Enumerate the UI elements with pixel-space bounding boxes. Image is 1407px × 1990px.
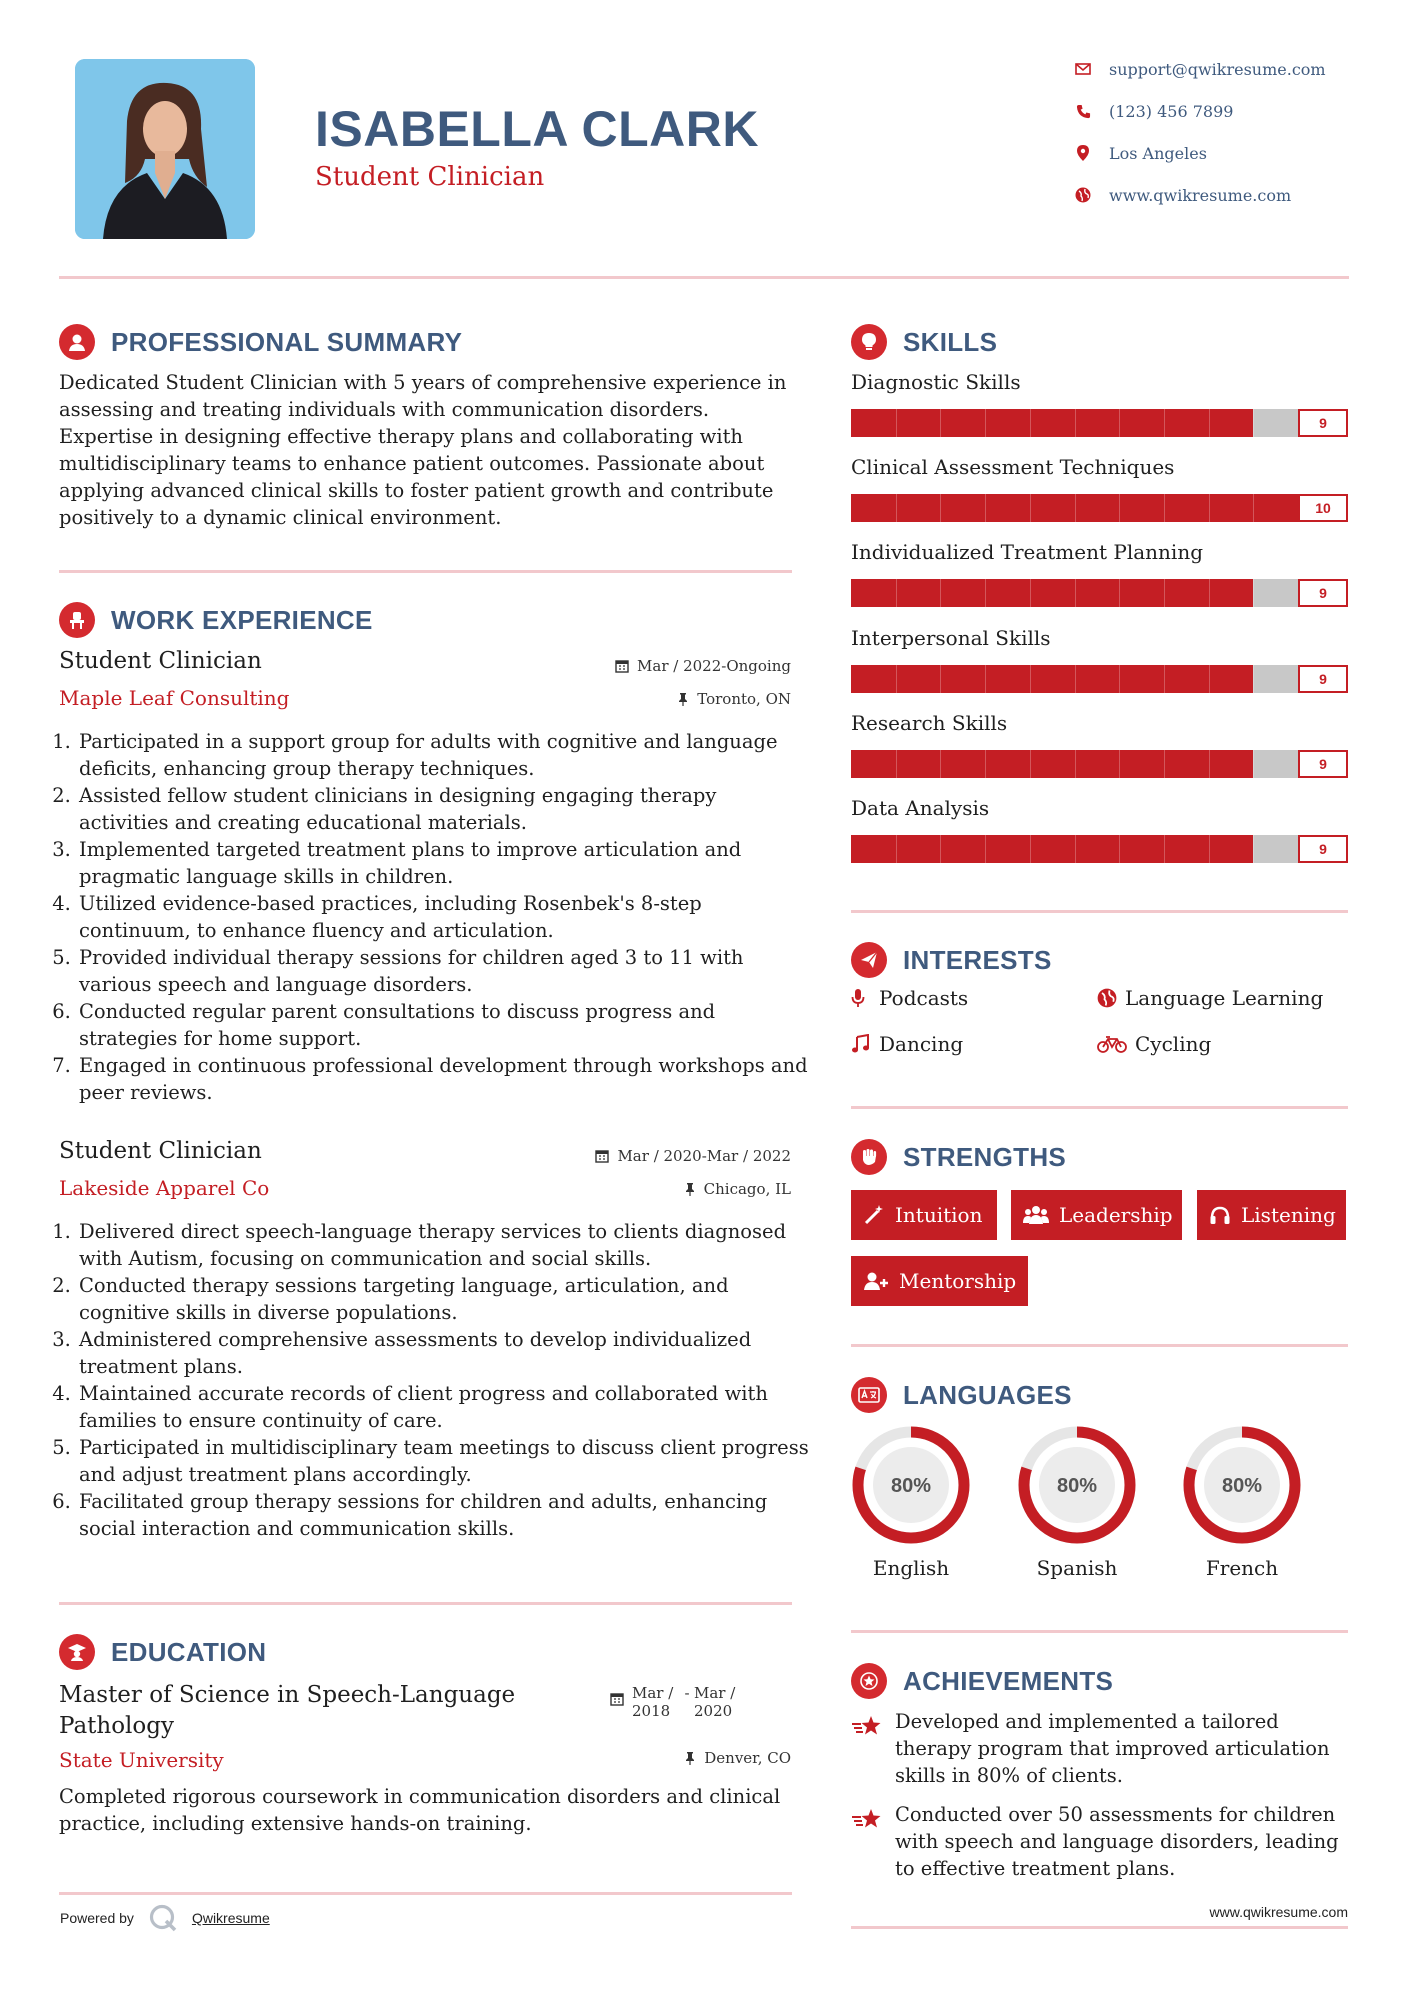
summary-heading xyxy=(59,324,462,360)
phone-icon xyxy=(1074,102,1092,120)
skill-bar-segment xyxy=(1075,665,1076,693)
job-1-dates xyxy=(615,657,791,675)
strength-intuition xyxy=(851,1190,997,1240)
skill-score: 10 xyxy=(1298,494,1348,522)
skill-bar xyxy=(851,750,1348,778)
strength-label: Listening xyxy=(1241,1203,1336,1227)
globe-icon xyxy=(1074,186,1092,204)
email-icon xyxy=(1074,60,1092,78)
skill-bar xyxy=(851,409,1348,437)
job-2-dates-text: Mar / 2020-Mar / 2022 xyxy=(617,1147,791,1165)
job-1-company: Maple Leaf Consulting xyxy=(59,686,290,710)
language-ring xyxy=(850,1424,972,1546)
calendar-icon xyxy=(595,1149,609,1163)
interest-label: Language Learning xyxy=(1125,986,1324,1010)
language-name: French xyxy=(1205,1556,1279,1580)
skill-bar-segment xyxy=(1030,750,1031,778)
education-dates: Mar / 2018 - Mar / 2020 xyxy=(610,1684,742,1720)
interest-cycling xyxy=(1097,1032,1211,1056)
interest-language-learning xyxy=(1097,986,1323,1010)
shooting-star-icon xyxy=(851,1708,895,1789)
education-degree: Master of Science in Speech-Language Pathology xyxy=(59,1682,516,1739)
language-ring xyxy=(1016,1424,1138,1546)
list-item: 4. Utilized evidence-based practices, including Rosenbek's 8-step continuum, to enhance fluency and articulation. xyxy=(77,890,812,944)
user-plus-icon xyxy=(863,1271,889,1291)
list-item: 5. Provided individual therapy sessions for children aged 3 to 11 with various speech and language disorders. xyxy=(77,944,812,998)
list-item: 6. Conducted regular parent consultations to discuss progress and strategies for home support. xyxy=(77,998,812,1052)
skill-label: Research Skills xyxy=(851,711,1008,735)
skill-bar-fill xyxy=(851,750,1253,778)
candidate-name: ISABELLA CLARK xyxy=(315,101,760,157)
skill-bar-segment xyxy=(940,494,941,522)
bicycle-icon xyxy=(1097,1035,1131,1053)
education-location xyxy=(684,1749,791,1767)
user-icon xyxy=(59,324,95,360)
skill-bar xyxy=(851,665,1348,693)
contact-website-text: www.qwikresume.com xyxy=(1109,185,1292,205)
skill-label: Data Analysis xyxy=(851,796,990,820)
interests-divider xyxy=(851,1106,1348,1109)
languages-heading-label: LANGUAGES xyxy=(903,1379,1072,1410)
skill-bar-fill xyxy=(851,409,1253,437)
skill-label: Interpersonal Skills xyxy=(851,626,1051,650)
contact-email[interactable] xyxy=(1074,54,1326,84)
list-item: 4. Maintained accurate records of client progress and collaborated with families to ensure continuity of care. xyxy=(77,1380,812,1434)
calendar-icon xyxy=(610,1684,624,1720)
skill-score: 9 xyxy=(1298,665,1348,693)
qwikresume-link[interactable]: Qwikresume xyxy=(191,1910,270,1926)
skill-label: Individualized Treatment Planning xyxy=(851,540,1204,564)
strength-mentorship xyxy=(851,1256,1028,1306)
job-2-title: Student Clinician xyxy=(59,1138,262,1164)
graduate-icon xyxy=(59,1634,95,1670)
skill-bar-segment xyxy=(1164,494,1165,522)
skill-bar-segment xyxy=(1075,835,1076,863)
skill-bar-segment xyxy=(940,409,941,437)
contact-location-text: Los Angeles xyxy=(1109,143,1207,163)
skill-bar-segment xyxy=(896,579,897,607)
magic-wand-icon xyxy=(863,1204,885,1226)
calendar-icon xyxy=(615,659,629,673)
skill-bar-segment xyxy=(1119,835,1120,863)
summary-divider xyxy=(59,570,792,573)
summary-heading-label: PROFESSIONAL SUMMARY xyxy=(111,326,463,357)
skill-bar-segment xyxy=(1209,494,1210,522)
education-divider xyxy=(59,1892,792,1895)
skill-bar-segment xyxy=(1253,750,1254,778)
list-item: 7. Engaged in continuous professional development through workshops and peer reviews. xyxy=(77,1052,812,1106)
achievement-text: Conducted over 50 assessments for children with speech and language disorders, leading to effective treatment plans. xyxy=(895,1803,1339,1880)
skill-score: 9 xyxy=(1298,750,1348,778)
skill-bar-segment xyxy=(1253,409,1254,437)
achievement-item xyxy=(851,1801,1351,1882)
skill-bar-segment xyxy=(1075,494,1076,522)
skill-bar-segment xyxy=(896,750,897,778)
skill-bar-segment xyxy=(1209,409,1210,437)
profile-photo xyxy=(75,59,255,239)
candidate-title: Student Clinician xyxy=(315,162,545,192)
chair-icon xyxy=(59,602,95,638)
skills-divider xyxy=(851,910,1348,913)
skill-bar-segment xyxy=(1164,750,1165,778)
skill-bar-segment xyxy=(940,835,941,863)
qwikresume-logo-icon xyxy=(148,1903,178,1933)
job-2-location-text: Chicago, IL xyxy=(703,1180,791,1198)
skill-score: 9 xyxy=(1298,835,1348,863)
education-heading-label: EDUCATION xyxy=(111,1636,267,1667)
skill-bar-segment xyxy=(940,665,941,693)
languages-heading xyxy=(851,1377,1072,1413)
contact-website[interactable] xyxy=(1074,180,1291,210)
skill-bar-segment xyxy=(1164,665,1165,693)
header-divider xyxy=(59,276,1349,279)
skill-bar-segment xyxy=(1075,409,1076,437)
experience-heading xyxy=(59,602,373,638)
skill-bar-fill xyxy=(851,665,1253,693)
list-item: 2. Assisted fellow student clinicians in designing engaging therapy activities and creating educational materials. xyxy=(77,782,812,836)
language-percent-label: 80% xyxy=(890,1475,932,1497)
interest-dancing xyxy=(851,1032,963,1056)
list-item: 6. Facilitated group therapy sessions for children and adults, enhancing social interaction and communication skills. xyxy=(77,1488,812,1542)
languages-divider xyxy=(851,1630,1348,1633)
skill-bar-fill xyxy=(851,494,1348,522)
achievements-heading-label: ACHIEVEMENTS xyxy=(903,1665,1114,1696)
skill-bar-segment xyxy=(1030,665,1031,693)
contact-phone-text: (123) 456 7899 xyxy=(1109,101,1234,121)
skill-bar-segment xyxy=(1119,579,1120,607)
education-school: State University xyxy=(59,1748,224,1772)
list-item: 1. Delivered direct speech-language therapy services to clients diagnosed with Autism, focusing on communication and social skills. xyxy=(77,1218,812,1272)
strength-listening xyxy=(1197,1190,1346,1240)
list-item: 5. Participated in multidisciplinary team meetings to discuss client progress and adjust treatment plans accordingly. xyxy=(77,1434,812,1488)
skill-bar-segment xyxy=(1075,750,1076,778)
skill-bar-segment xyxy=(985,835,986,863)
strength-label: Leadership xyxy=(1059,1203,1173,1227)
skill-bar-segment xyxy=(1253,835,1254,863)
job-2-company: Lakeside Apparel Co xyxy=(59,1176,270,1200)
skill-bar-segment xyxy=(985,409,986,437)
skill-bar-fill xyxy=(851,835,1253,863)
skill-bar-segment xyxy=(1119,665,1120,693)
globe-icon xyxy=(1097,988,1121,1008)
language-percent-label: 80% xyxy=(1056,1475,1098,1497)
contact-location xyxy=(1074,138,1207,168)
skill-bar-segment xyxy=(1030,409,1031,437)
interests-heading-label: INTERESTS xyxy=(903,944,1052,975)
powered-by xyxy=(60,1903,270,1933)
job-1-location-text: Toronto, ON xyxy=(697,690,791,708)
experience-heading-label: WORK EXPERIENCE xyxy=(111,604,373,635)
strengths-heading-label: STRENGTHS xyxy=(903,1141,1067,1172)
skill-bar-segment xyxy=(896,835,897,863)
interest-label: Podcasts xyxy=(879,986,969,1010)
achievement-item xyxy=(851,1708,1351,1789)
language-name: English xyxy=(872,1556,950,1580)
skill-bar-segment xyxy=(1209,579,1210,607)
education-description: Completed rigorous coursework in communication disorders and clinical practice, including extensive hands-on training. xyxy=(59,1785,781,1835)
star-badge-icon xyxy=(851,1663,887,1699)
skill-bar-segment xyxy=(1164,835,1165,863)
users-icon xyxy=(1023,1205,1049,1225)
achievement-text: Developed and implemented a tailored therapy program that improved articulation skills in 80% of clients. xyxy=(895,1710,1330,1787)
shooting-star-icon xyxy=(851,1801,895,1882)
footer-website[interactable]: www.qwikresume.com xyxy=(1209,1904,1348,1920)
skill-bar-segment xyxy=(1119,494,1120,522)
skills-heading-label: SKILLS xyxy=(903,326,998,357)
skill-score: 9 xyxy=(1298,579,1348,607)
education-start: Mar / 2018 xyxy=(632,1684,674,1720)
paper-plane-icon xyxy=(851,942,887,978)
skill-bar-segment xyxy=(1253,579,1254,607)
skill-bar-segment xyxy=(896,665,897,693)
experience-divider xyxy=(59,1602,792,1605)
skill-bar-segment xyxy=(1253,494,1254,522)
job-2-bullets xyxy=(59,1218,812,1542)
skill-bar-segment xyxy=(1119,750,1120,778)
pushpin-icon xyxy=(684,1182,696,1196)
skill-bar xyxy=(851,835,1348,863)
education-end: Mar / 2020 xyxy=(694,1684,736,1720)
skill-bar-segment xyxy=(940,579,941,607)
job-1-location xyxy=(677,690,791,708)
strengths-heading xyxy=(851,1139,1066,1175)
lightbulb-icon xyxy=(851,324,887,360)
skill-bar xyxy=(851,494,1348,522)
language-percent-label: 80% xyxy=(1221,1475,1263,1497)
skill-bar-segment xyxy=(1164,579,1165,607)
skill-bar-segment xyxy=(985,494,986,522)
skill-label: Diagnostic Skills xyxy=(851,370,1021,394)
language-name: Spanish xyxy=(1036,1556,1118,1580)
list-item: 3. Implemented targeted treatment plans to improve articulation and pragmatic language skills in children. xyxy=(77,836,812,890)
summary-text: Dedicated Student Clinician with 5 years of comprehensive experience in assessing and treating individuals with communication disorders. Expertise in designing effective therapy plans and collaborating with multidisciplinary teams to enhance patient outcomes. Passionate about applying advanced clinical skills to foster patient growth and contribute positively to a dynamic clinical environment. xyxy=(59,371,787,529)
skill-bar-segment xyxy=(940,750,941,778)
list-item: 2. Conducted therapy sessions targeting language, articulation, and cognitive skills in diverse populations. xyxy=(77,1272,812,1326)
skill-bar xyxy=(851,579,1348,607)
skills-heading xyxy=(851,324,997,360)
strength-leadership xyxy=(1011,1190,1182,1240)
list-item: 3. Administered comprehensive assessments to develop individualized treatment plans. xyxy=(77,1326,812,1380)
skill-bar-segment xyxy=(1030,579,1031,607)
job-1-dates-text: Mar / 2022-Ongoing xyxy=(637,657,791,675)
skill-bar-segment xyxy=(1209,835,1210,863)
skill-bar-segment xyxy=(1030,835,1031,863)
contact-phone[interactable] xyxy=(1074,96,1233,126)
skill-bar-segment xyxy=(985,665,986,693)
microphone-icon xyxy=(851,988,875,1008)
translate-icon xyxy=(851,1377,887,1413)
achievements-divider xyxy=(851,1926,1348,1929)
skill-bar-fill xyxy=(851,579,1253,607)
job-2-dates xyxy=(595,1147,791,1165)
skill-score: 9 xyxy=(1298,409,1348,437)
language-ring xyxy=(1181,1424,1303,1546)
headphones-icon xyxy=(1209,1205,1231,1225)
skill-bar-segment xyxy=(1253,665,1254,693)
achievements-heading xyxy=(851,1663,1113,1699)
strength-label: Mentorship xyxy=(899,1269,1017,1293)
skill-bar-segment xyxy=(1030,494,1031,522)
skill-bar-segment xyxy=(1209,665,1210,693)
strengths-divider xyxy=(851,1344,1348,1347)
skill-bar-segment xyxy=(1209,750,1210,778)
interest-label: Cycling xyxy=(1135,1032,1212,1056)
education-location-text: Denver, CO xyxy=(704,1749,791,1767)
pushpin-icon xyxy=(677,692,689,706)
location-pin-icon xyxy=(1074,144,1092,162)
pushpin-icon xyxy=(684,1751,696,1765)
interest-podcasts xyxy=(851,986,968,1010)
interests-heading xyxy=(851,942,1052,978)
skill-bar-segment xyxy=(985,579,986,607)
skill-bar-segment xyxy=(1075,579,1076,607)
music-note-icon xyxy=(851,1034,875,1054)
skill-bar-segment xyxy=(985,750,986,778)
fist-icon xyxy=(851,1139,887,1175)
powered-by-label: Powered by xyxy=(60,1910,134,1926)
interest-label: Dancing xyxy=(879,1032,964,1056)
skill-bar-segment xyxy=(896,409,897,437)
skill-label: Clinical Assessment Techniques xyxy=(851,455,1175,479)
education-heading xyxy=(59,1634,266,1670)
job-1-title: Student Clinician xyxy=(59,648,262,674)
list-item: 1. Participated in a support group for adults with cognitive and language deficits, enhancing group therapy techniques. xyxy=(77,728,812,782)
skill-bar-segment xyxy=(1164,409,1165,437)
skill-bar-segment xyxy=(1119,409,1120,437)
skill-bar-segment xyxy=(896,494,897,522)
contact-email-text: support@qwikresume.com xyxy=(1109,59,1326,79)
job-1-bullets xyxy=(59,728,812,1106)
job-2-location xyxy=(684,1180,791,1198)
strength-label: Intuition xyxy=(895,1203,983,1227)
